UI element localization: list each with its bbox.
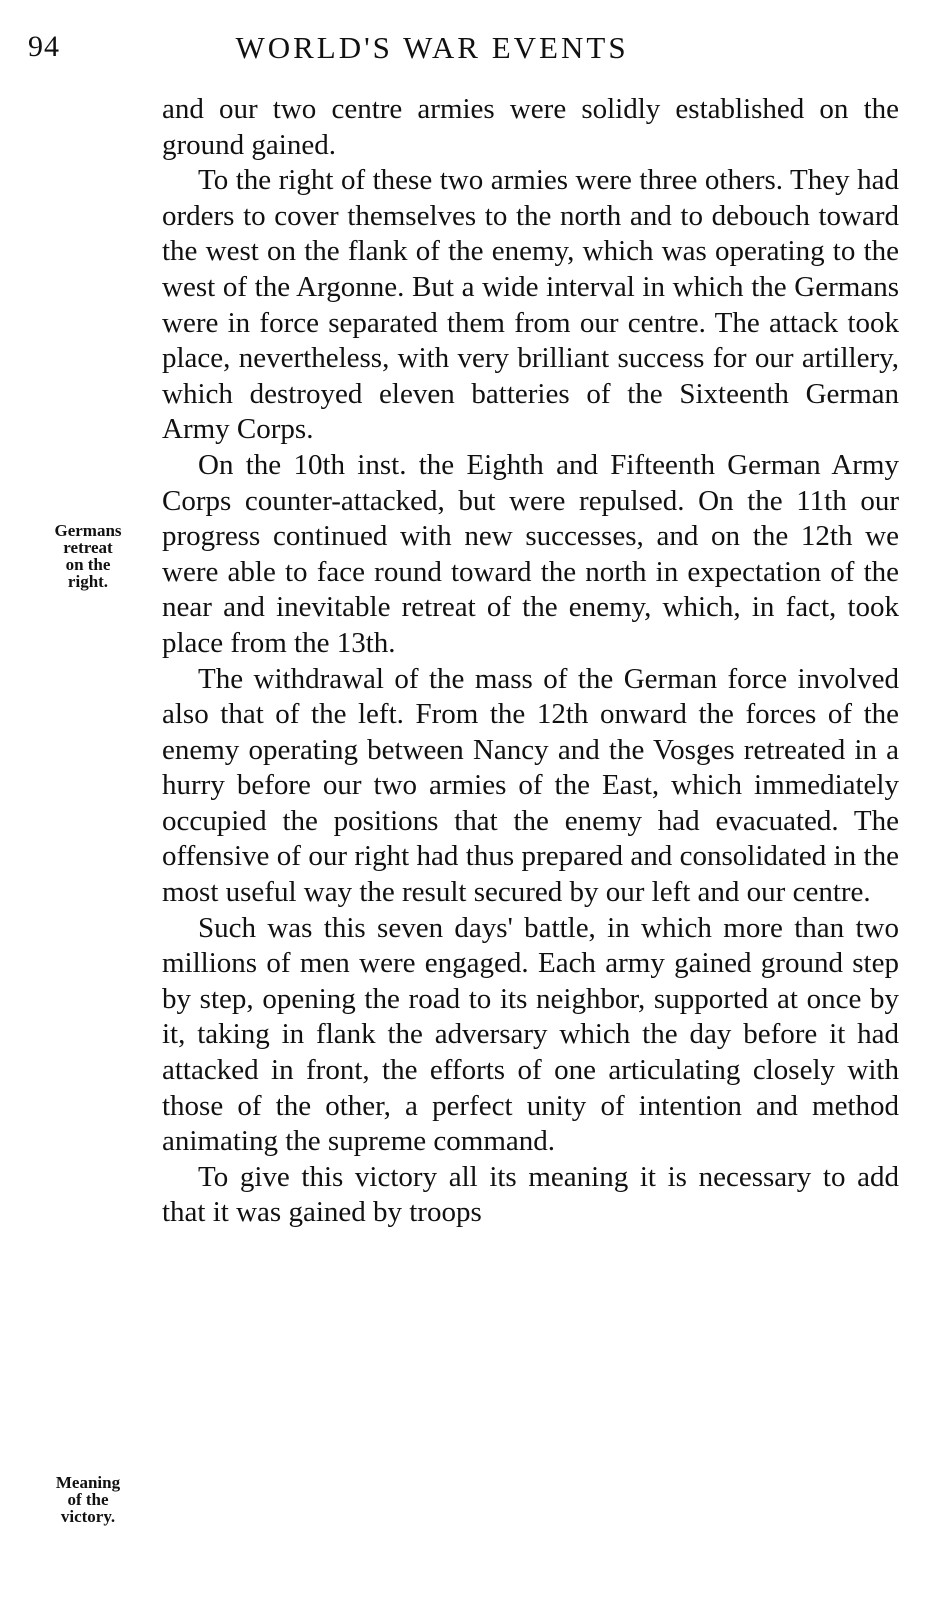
- margin-note-line: victory.: [60, 1507, 116, 1526]
- margin-note-line: Germans: [54, 521, 122, 540]
- paragraph-counter-attack: On the 10th inst. the Eighth and Fifteenth German Army Corps counter-attacked, but were repulsed. On the 11th our progress continued with new successes, and on the 12th we were able to face round toward the north in expectation of the near and inevitable retreat of the enemy, which, in fact, took place from the 13th.: [162, 448, 899, 659]
- margin-note-germans-retreat: [32, 522, 144, 590]
- margin-note-line: retreat: [63, 538, 113, 557]
- running-title: WORLD'S WAR EVENTS: [235, 30, 629, 65]
- paragraph-continuation: and our two centre armies were solidly established on the ground gained.: [162, 93, 899, 161]
- margin-note-meaning-of-victory: [32, 1474, 144, 1525]
- body-text: [162, 92, 899, 1231]
- margin-note-line: right.: [67, 572, 109, 591]
- paragraph-withdrawal: The withdrawal of the mass of the German force involved also that of the left. From the 12th onward the forces of the enemy operating between Nancy and the Vosges retreated in a hurry before our two armies of the East, which immediately occupied the positions that the enemy had evacuated. The offensive of our right had thus prepared and consolidated in the most useful way the result secured by our left and our centre.: [162, 662, 899, 909]
- paragraph-seven-days-battle: Such was this seven days' battle, in which more than two millions of men were engaged. Each army gained ground step by step, opening the road to its neighbor, supported at once by it, taking in flank the adversary which the day before it had attacked in front, the efforts of one articulating closely with those of the other, a perfect unity of intention and method animating the supreme command.: [162, 911, 899, 1158]
- paragraph-meaning: To give this victory all its meaning it is necessary to add that it was gained by troops: [162, 1160, 899, 1229]
- margin-note-line: Meaning: [55, 1473, 121, 1492]
- margin-note-line: of the: [67, 1490, 109, 1509]
- page-header: [0, 26, 950, 70]
- paragraph-right-armies: To the right of these two armies were three others. They had orders to cover themselves to the north and to debouch toward the west on the flank of the enemy, which was operating to the west of the Argonne. But a wide interval in which the Germans were in force separated them from our centre. The attack took place, nevertheless, with very brilliant success for our artillery, which destroyed eleven batteries of the Sixteenth German Army Corps.: [162, 164, 899, 446]
- margin-note-line: on the: [65, 555, 111, 574]
- page-number: 94: [28, 30, 60, 63]
